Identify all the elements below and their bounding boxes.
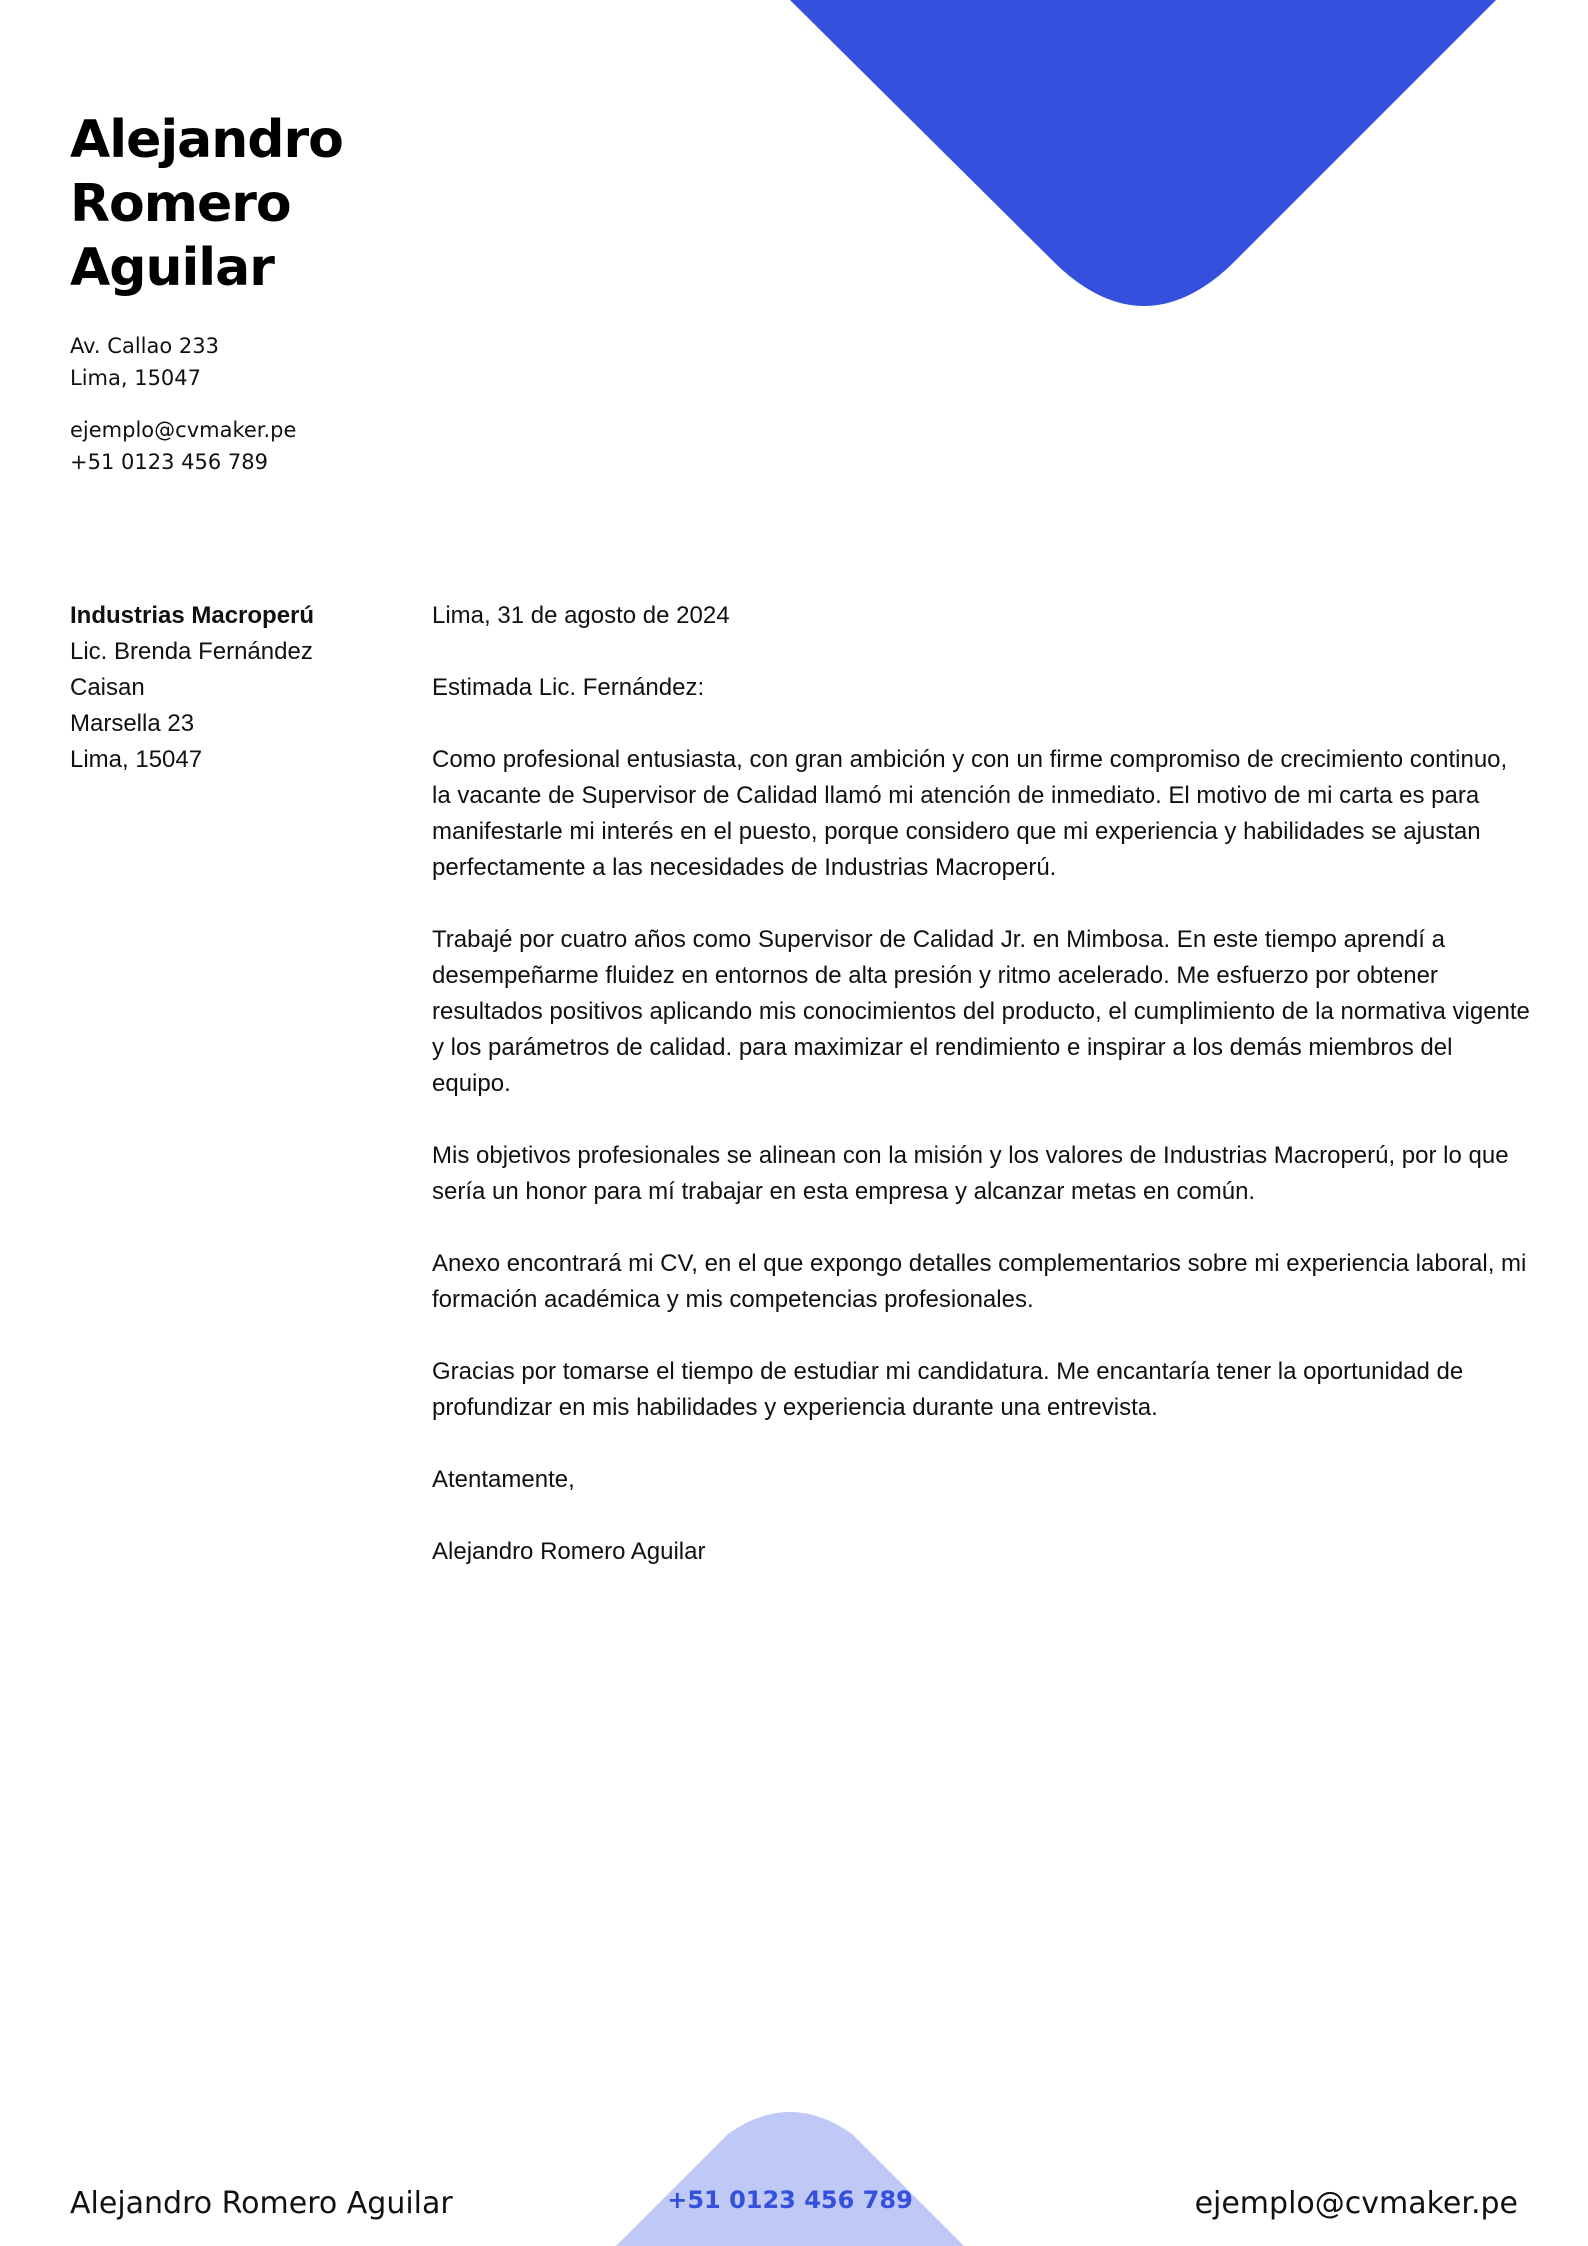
- sender-name: [70, 108, 490, 300]
- letter-paragraph: Mis objetivos profesionales se alinean con la misión y los valores de Industrias Macroperú, por lo que sería un honor para mí trabajar en esta empresa y alcanzar metas en común.: [432, 1142, 1509, 1205]
- letter-paragraph: Gracias por tomarse el tiempo de estudiar mi candidatura. Me encantaría tener la oportunidad de profundizar en mis habilidades y experiencia durante una entrevista.: [432, 1358, 1464, 1421]
- letter-signature: Alejandro Romero Aguilar: [432, 1538, 706, 1565]
- recipient-block: [70, 598, 314, 778]
- letter-date: Lima, 31 de agosto de 2024: [432, 602, 730, 629]
- sender-first-name: Alejandro: [70, 110, 343, 170]
- sender-address-line1: Av. Callao 233: [70, 334, 219, 358]
- sender-address-line2: Lima, 15047: [70, 366, 202, 390]
- recipient-city: Lima, 15047: [70, 746, 203, 773]
- contact-spacer: [70, 394, 296, 414]
- footer-phone: +51 0123 456 789: [667, 2186, 913, 2214]
- sender-phone: +51 0123 456 789: [70, 450, 268, 474]
- recipient-contact: Lic. Brenda Fernández: [70, 638, 313, 665]
- sender-middle-name: Romero: [70, 174, 291, 234]
- sender-last-name: Aguilar: [70, 238, 274, 298]
- letter-salutation: Estimada Lic. Fernández:: [432, 674, 705, 701]
- letter-closing: Atentamente,: [432, 1466, 575, 1493]
- footer-name: Alejandro Romero Aguilar: [70, 2186, 453, 2221]
- letter-body: [432, 598, 1532, 1606]
- letter-paragraph: Anexo encontrará mi CV, en el que expongo detalles complementarios sobre mi experiencia laboral, mi formación académica y mis competencias profesionales.: [432, 1250, 1527, 1313]
- footer-decoration-shape: [600, 2110, 980, 2246]
- letter-paragraph: Como profesional entusiasta, con gran ambición y con un firme compromiso de crecimiento continuo, la vacante de Supervisor de Calidad llamó mi atención de inmediato. El motivo de mi carta es para manifestarle mi interés en el puesto, porque considero que mi experiencia y habilidades se ajustan perfectamente a las necesidades de Industrias Macroperú.: [432, 746, 1508, 881]
- recipient-line3: Caisan: [70, 674, 145, 701]
- footer-email: ejemplo@cvmaker.pe: [1194, 2186, 1518, 2221]
- sender-contact-block: [70, 330, 296, 478]
- recipient-street: Marsella 23: [70, 710, 195, 737]
- letter-paragraph: Trabajé por cuatro años como Supervisor de Calidad Jr. en Mimbosa. En este tiempo aprendí a desempeñarme fluidez en entornos de alta presión y ritmo acelerado. Me esfuerzo por obtener resultados positivos aplicando mis conocimientos del producto, el cumplimiento de la normativa vigente y los parámetros de calidad. para maximizar el rendimiento e inspirar a los demás miembros del equipo.: [432, 926, 1530, 1097]
- sender-email: ejemplo@cvmaker.pe: [70, 418, 297, 442]
- blue-chevron-shape: [790, 0, 1496, 306]
- recipient-company: Industrias Macroperú: [70, 602, 315, 629]
- light-blue-arch-shape: [616, 2112, 964, 2246]
